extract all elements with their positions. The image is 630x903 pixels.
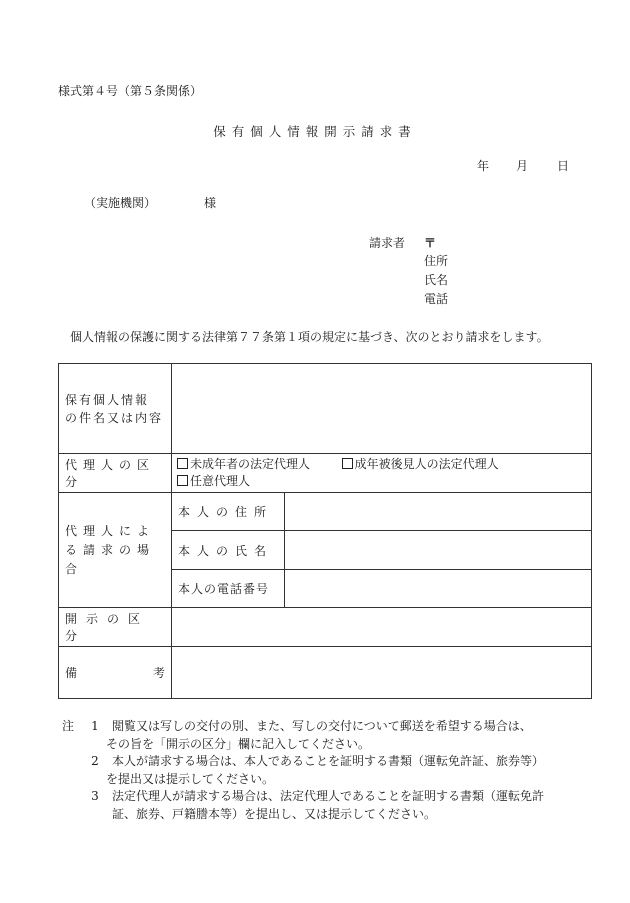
principal-phone-label: 本人の電話番号 xyxy=(172,570,285,608)
subject-label: 保有個人情報 の件名又は内容 xyxy=(59,364,172,454)
addressee-org: （実施機関） xyxy=(84,196,157,210)
principal-address-field[interactable] xyxy=(285,493,592,531)
principal-name-label: 本人の氏名 xyxy=(172,531,285,570)
requester-label: 請求者 xyxy=(369,236,406,250)
form-number: 様式第４号（第５条関係） xyxy=(58,84,203,98)
requester-name-label: 氏名 xyxy=(424,273,449,287)
agent-type-label: 代理人の区分 xyxy=(59,454,172,493)
agent-option-voluntary[interactable]: 任意代理人 xyxy=(177,474,250,488)
date-month-label: 月 xyxy=(516,159,529,173)
page-title: 保有個人情報開示請求書 xyxy=(213,124,417,139)
principal-address-label: 本人の住所 xyxy=(172,493,285,531)
note-item: 2 本人が請求する場合は、本人であることを証明する書類（運転免許証、旅券等） を提出又は提示してください。 xyxy=(91,754,545,786)
checkbox-icon[interactable] xyxy=(177,458,188,469)
note-item: 3 法定代理人が請求する場合は、法定代理人であることを証明する書類（運転免許 証、旅券、戸籍謄本等）を提出し、又は提示してください。 xyxy=(91,789,545,821)
disclosure-type-label: 開示の区分 xyxy=(59,608,172,647)
agent-option-adult-ward[interactable]: 成年被後見人の法定代理人 xyxy=(342,457,499,471)
requester-address-label: 住所 xyxy=(424,254,449,268)
date-day-label: 日 xyxy=(557,159,570,173)
date-year-label: 年 xyxy=(477,159,490,173)
notes-prefix: 注 xyxy=(62,719,75,733)
agent-option-minor[interactable]: 未成年者の法定代理人 xyxy=(177,457,310,471)
notes-section xyxy=(62,718,602,823)
principal-phone-field[interactable] xyxy=(285,570,592,608)
postal-mark: 〒 xyxy=(424,236,437,250)
disclosure-type-field[interactable] xyxy=(172,608,592,647)
requester-phone-label: 電話 xyxy=(424,292,449,306)
intro-statement: 個人情報の保護に関する法律第７７条第１項の規定に基づき、次のとおり請求をします。 xyxy=(70,330,549,344)
agent-request-label: 代理人によ る請求の場合 xyxy=(59,493,172,608)
note-item: 注 1 閲覧又は写しの交付の別、また、写しの交付について郵送を希望する場合は、 その旨を「開示の区分」欄に記入してください。 xyxy=(62,718,602,753)
remarks-field[interactable] xyxy=(172,647,592,699)
addressee-suffix: 様 xyxy=(204,196,217,210)
remarks-label: 備 考 xyxy=(59,647,172,699)
subject-field[interactable] xyxy=(172,364,592,454)
request-table xyxy=(58,363,592,699)
checkbox-icon[interactable] xyxy=(177,475,188,486)
checkbox-icon[interactable] xyxy=(342,458,353,469)
principal-name-field[interactable] xyxy=(285,531,592,570)
agent-type-options xyxy=(172,454,592,493)
